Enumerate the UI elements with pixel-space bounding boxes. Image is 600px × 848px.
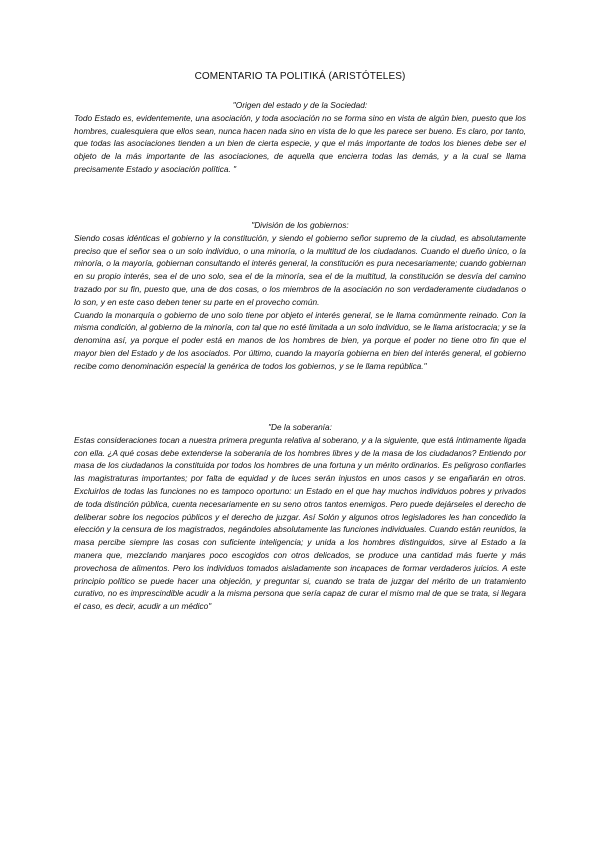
section-heading: "De la soberanía: xyxy=(268,422,332,432)
section-heading: "División de los gobiernos: xyxy=(251,220,349,230)
section-paragraph: Todo Estado es, evidentemente, una asociación, y toda asociación no se forma sino en vista de algún bien, puesto que los hombres, cualesquiera que ellos sean, nunca hacen nada sino en vista de lo que les parece ser bueno. Es claro, por tanto, que todas las asociaciones tienden a un bien de cierta especie, y que el más importante de todos los bienes debe ser el objeto de la más importante de las asociaciones, de aquella que encierra todas las demás, y a la cual se llama precisamente Estado y asociación política. " xyxy=(74,112,526,174)
section-origen-del-estado xyxy=(74,99,526,176)
section-de-la-soberania xyxy=(74,421,526,613)
section-paragraph: Estas consideraciones tocan a nuestra primera pregunta relativa al soberano, y a la siguiente, que está íntimamente ligada con ella. ¿A qué cosas debe extenderse la soberanía de los hombres libres y de la masa de los ciudadanos? Entiendo por masa de los ciudadanos la constituida por todos los hombres de una fortuna y un mérito ordinarios. Es peligroso confiarles las magistraturas importantes; por falta de equidad y de luces serán injustos en unos casos y se engañarán en otros. Excluirlos de todas las funciones no es tampoco oportuno: un Estado en el que hay muchos individuos pobres y privados de toda distinción pública, cuenta necesariamente en su seno otros tantos enemigos. Pero puede dejárseles el derecho de deliberar sobre los negocios públicos y el derecho de juzgar. Así Solón y algunos otros legisladores les han concedido la elección y la censura de los magistrados, negándoles absolutamente las funciones individuales. Cuando están reunidos, la masa percibe siempre las cosas con suficiente inteligencia; y unida a los hombres distinguidos, sirve al Estado a la manera que, mezclando manjares poco escogidos con otros delicados, se produce una cantidad más fuerte y más provechosa de alimentos. Pero los individuos tomados aisladamente son incapaces de formar verdaderos juicios. A este principio político se puede hacer una objeción, y preguntar si, cuando se trata de juzgar del mérito de un tratamiento curativo, no es imprescindible acudir a la misma persona que sería capaz de curar el mismo mal de que se trata, si llegara el caso, es decir, acudir a un médico" xyxy=(74,434,526,612)
section-heading: "Origen del estado y de la Sociedad: xyxy=(232,100,368,110)
document-title: COMENTARIO TA POLITIKÁ (ARISTÓTELES) xyxy=(194,71,406,82)
section-paragraph: Siendo cosas idénticas el gobierno y la constitución, y siendo el gobierno señor supremo de la ciudad, es absolutamente preciso que el señor sea o un solo individuo, o una minoría, o la multitud de los ciudadanos. Cuando el dueño único, o la minoría, o la mayoría, gobiernan consultando el interés general, la constitución es pura necesariamente; cuando gobiernan en su propio interés, sea el de uno solo, sea el de la minoría, sea el de la multitud, la constitución se desvía del camino trazado por su fin, puesto que, una de dos cosas, o los miembros de la asociación no son verdaderamente ciudadanos o lo son, y en este caso deben tener su parte en el provecho común. xyxy=(74,232,526,307)
section-division-de-los-gobiernos xyxy=(74,219,526,373)
section-paragraph: Cuando la monarquía o gobierno de uno solo tiene por objeto el interés general, se le llama comúnmente reinado. Con la misma condición, al gobierno de la minoría, con tal que no esté limitada a un solo individuo, se le llama aristocracia; y se la denomina así, ya porque el poder está en manos de los hombres de bien, ya porque el poder no tiene otro fin que el mayor bien del Estado y de los asociados. Por último, cuando la mayoría gobierna en bien del interés general, el gobierno recibe como denominación especial la genérica de todos los gobiernos, y se le llama república." xyxy=(74,309,526,371)
